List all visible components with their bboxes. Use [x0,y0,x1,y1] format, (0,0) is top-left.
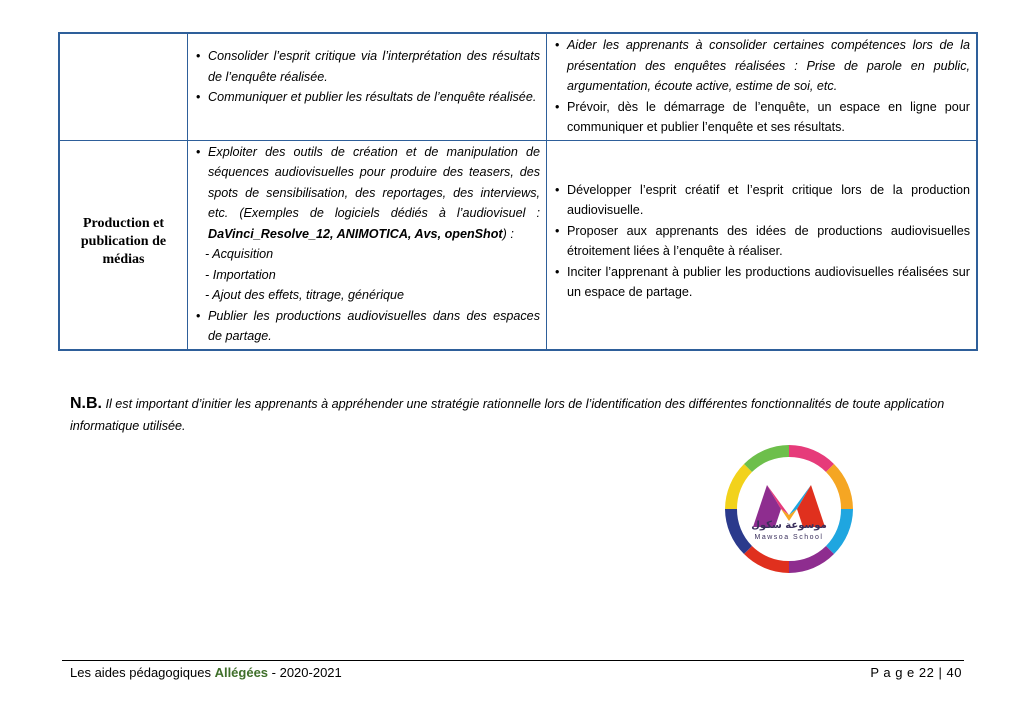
list-item: • Développer l’esprit créatif et l’esprit critique lors de la production audiovisuelle. [550,180,970,221]
pedagogy-table [58,32,978,351]
row1-category-cell [59,33,188,140]
page-separator: | [938,665,943,680]
row1-category-label [60,34,187,108]
row2-recommendations-cell [547,140,978,350]
footer-suffix: - 2020-2021 [268,665,342,680]
footer-highlight: Allégées [214,665,269,680]
list-item: • Communiquer et publier les résultats de l’enquête réalisée. [191,87,540,108]
software-close-text: ) : [502,226,514,241]
row1-recommendations-list [550,35,970,138]
list-item: • Publier les productions audiovisuelles dans des espaces de partage. [191,306,540,347]
logo-latin-text: Mawsoa School [754,534,824,541]
row2-recommendations-list [550,180,970,303]
row1-activities-cell [188,33,547,140]
footer-prefix: Les aides pédagogiques [70,665,215,680]
note-paragraph [70,393,980,437]
footer-divider [62,660,964,661]
software-intro-text: Exploiter des outils de création et de manipulation de séquences audiovisuelles pour produire des teasers, des spots de sensibilisation, des reportages, des interviews, etc. (Exemples de logiciels dédiés à l’audiovisuel : [208,144,540,220]
software-list: DaVinci_Resolve_12, ANIMOTICA, Avs, openShot [208,226,503,241]
mawsoa-school-logo-icon [722,442,856,576]
logo-arabic-text: موسوعة سكول [751,520,827,531]
note-text: Il est important d’initier les apprenants à appréhender une stratégie rationnelle lors de l’identification des différentes fonctionnalités de toute application informatique utilisée. [70,397,945,433]
row2-activities-list [191,142,540,245]
row1-recommendations-cell [547,33,978,140]
table-row [59,33,977,140]
sub-item: - Ajout des effets, titrage, générique [205,288,405,302]
list-item: • Consolider l’esprit critique via l’interprétation des résultats de l’enquête réalisée. [191,46,540,87]
row2-activities-cell [188,140,547,350]
list-item: • Prévoir, dès le démarrage de l’enquête, un espace en ligne pour communiquer et publier l’enquête et ses résultats. [550,97,970,138]
list-item: • Proposer aux apprenants des idées de productions audiovisuelles étroitement liées à l’enquête à réaliser. [550,221,970,262]
list-item: • Aider les apprenants à consolider certaines compétences lors de la présentation des enquêtes réalisées : Prise de parole en public, argumentation, écoute active, estime de soi, etc. [550,35,970,97]
row2-category-cell [59,140,188,350]
page-current: 22 [918,665,935,680]
note-label: N.B. [70,395,102,412]
row1-activities-list [191,46,540,108]
page-label: P a g e [870,665,915,680]
table-row [59,140,977,350]
page-total: 40 [946,665,962,680]
footer-title [70,665,342,680]
row2-category-label: Production et publication de médias [80,215,167,267]
list-item [191,142,540,245]
page-number [870,665,962,680]
sub-item: - Importation [205,267,276,282]
list-item: • Inciter l’apprenant à publier les productions audiovisuelles réalisées sur un espace de partage. [550,262,970,303]
sub-item: - Acquisition [205,247,274,261]
